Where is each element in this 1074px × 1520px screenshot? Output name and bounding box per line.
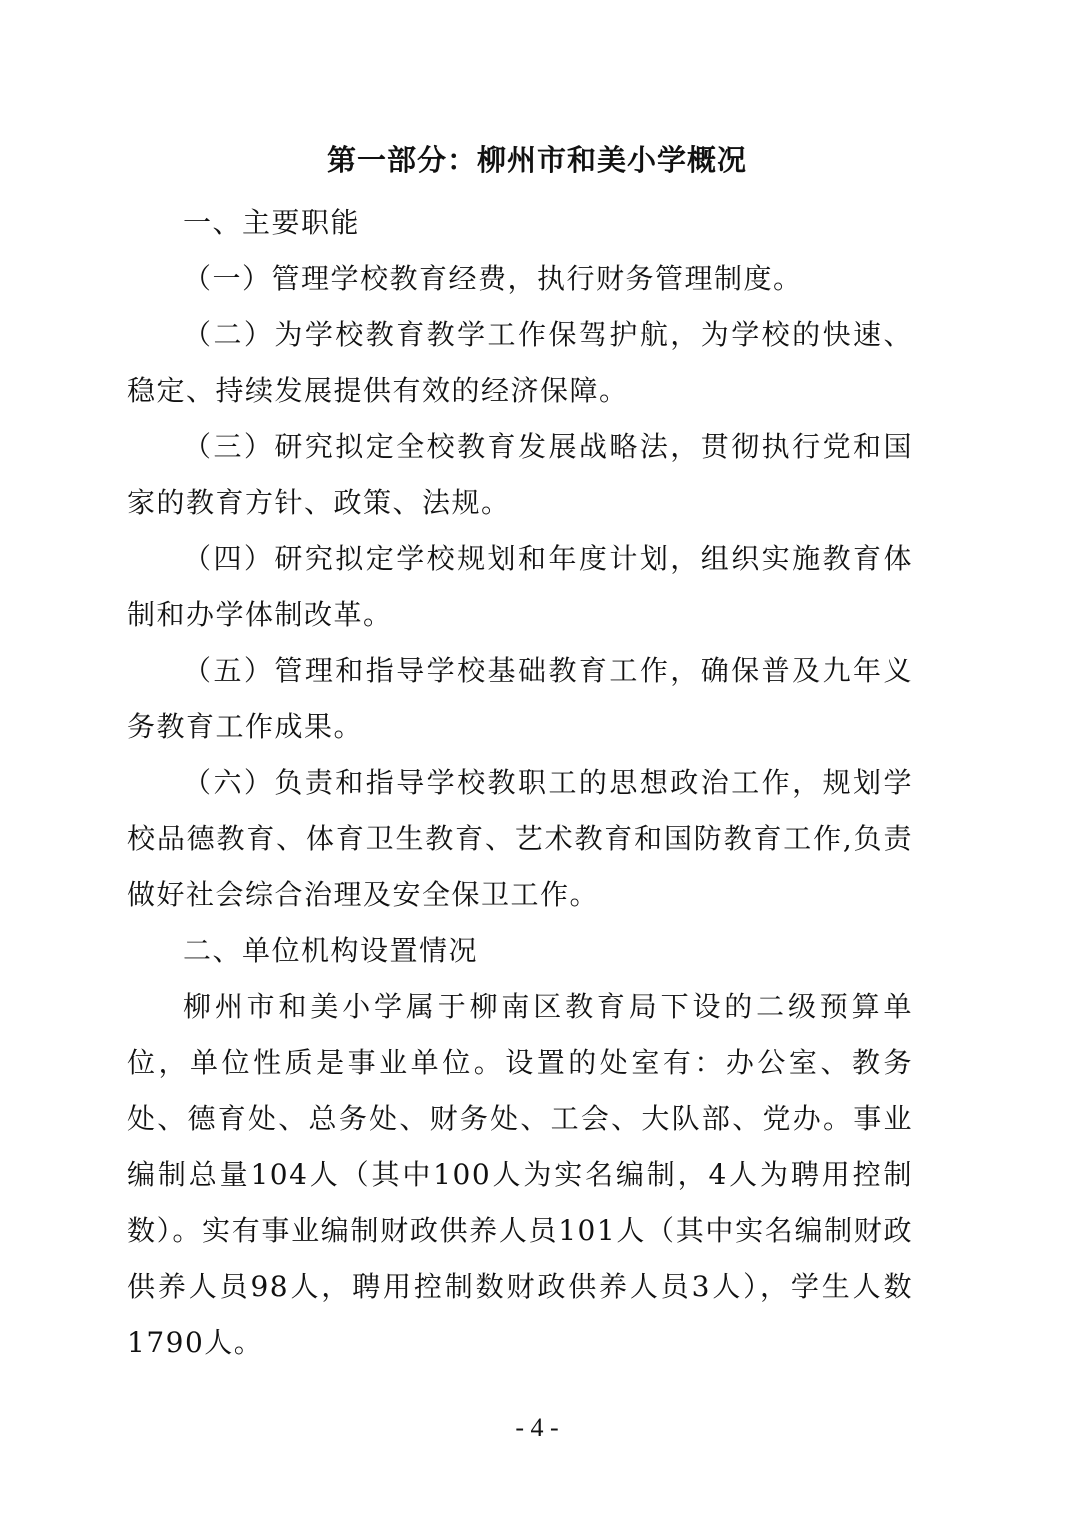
function-item-1: （一）管理学校教育经费，执行财务管理制度。 xyxy=(183,262,803,295)
document-body xyxy=(127,195,913,1371)
page-number: - 4 - xyxy=(515,1413,559,1442)
section-heading-main-functions: 一、主要职能 xyxy=(183,206,361,239)
organization-paragraph: 柳州市和美小学属于柳南区教育局下设的二级预算单位，单位性质是事业单位。设置的处室有：办公室、教务处、德育处、总务处、财务处、工会、大队部、党办。事业编制总量104人（其中100人为实名编制，4人为聘用控制数）。实有事业编制财政供养人员101人（其中实名编制财政供养人员98人，聘用控制数财政供养人员3人），学生人数1790人。 xyxy=(127,990,913,1359)
function-item-5: （五）管理和指导学校基础教育工作，确保普及九年义务教育工作成果。 xyxy=(127,654,913,743)
function-item-3: （三）研究拟定全校教育发展战略法，贯彻执行党和国家的教育方针、政策、法规。 xyxy=(127,430,913,519)
section-heading-organization: 二、单位机构设置情况 xyxy=(183,934,479,967)
function-item-4: （四）研究拟定学校规划和年度计划，组织实施教育体制和办学体制改革。 xyxy=(127,542,913,631)
document-title: 第一部分：柳州市和美小学概况 xyxy=(326,143,747,177)
function-item-6: （六）负责和指导学校教职工的思想政治工作，规划学校品德教育、体育卫生教育、艺术教育和国防教育工作,负责做好社会综合治理及安全保卫工作。 xyxy=(127,766,913,911)
function-item-2: （二）为学校教育教学工作保驾护航，为学校的快速、稳定、持续发展提供有效的经济保障。 xyxy=(127,318,913,407)
